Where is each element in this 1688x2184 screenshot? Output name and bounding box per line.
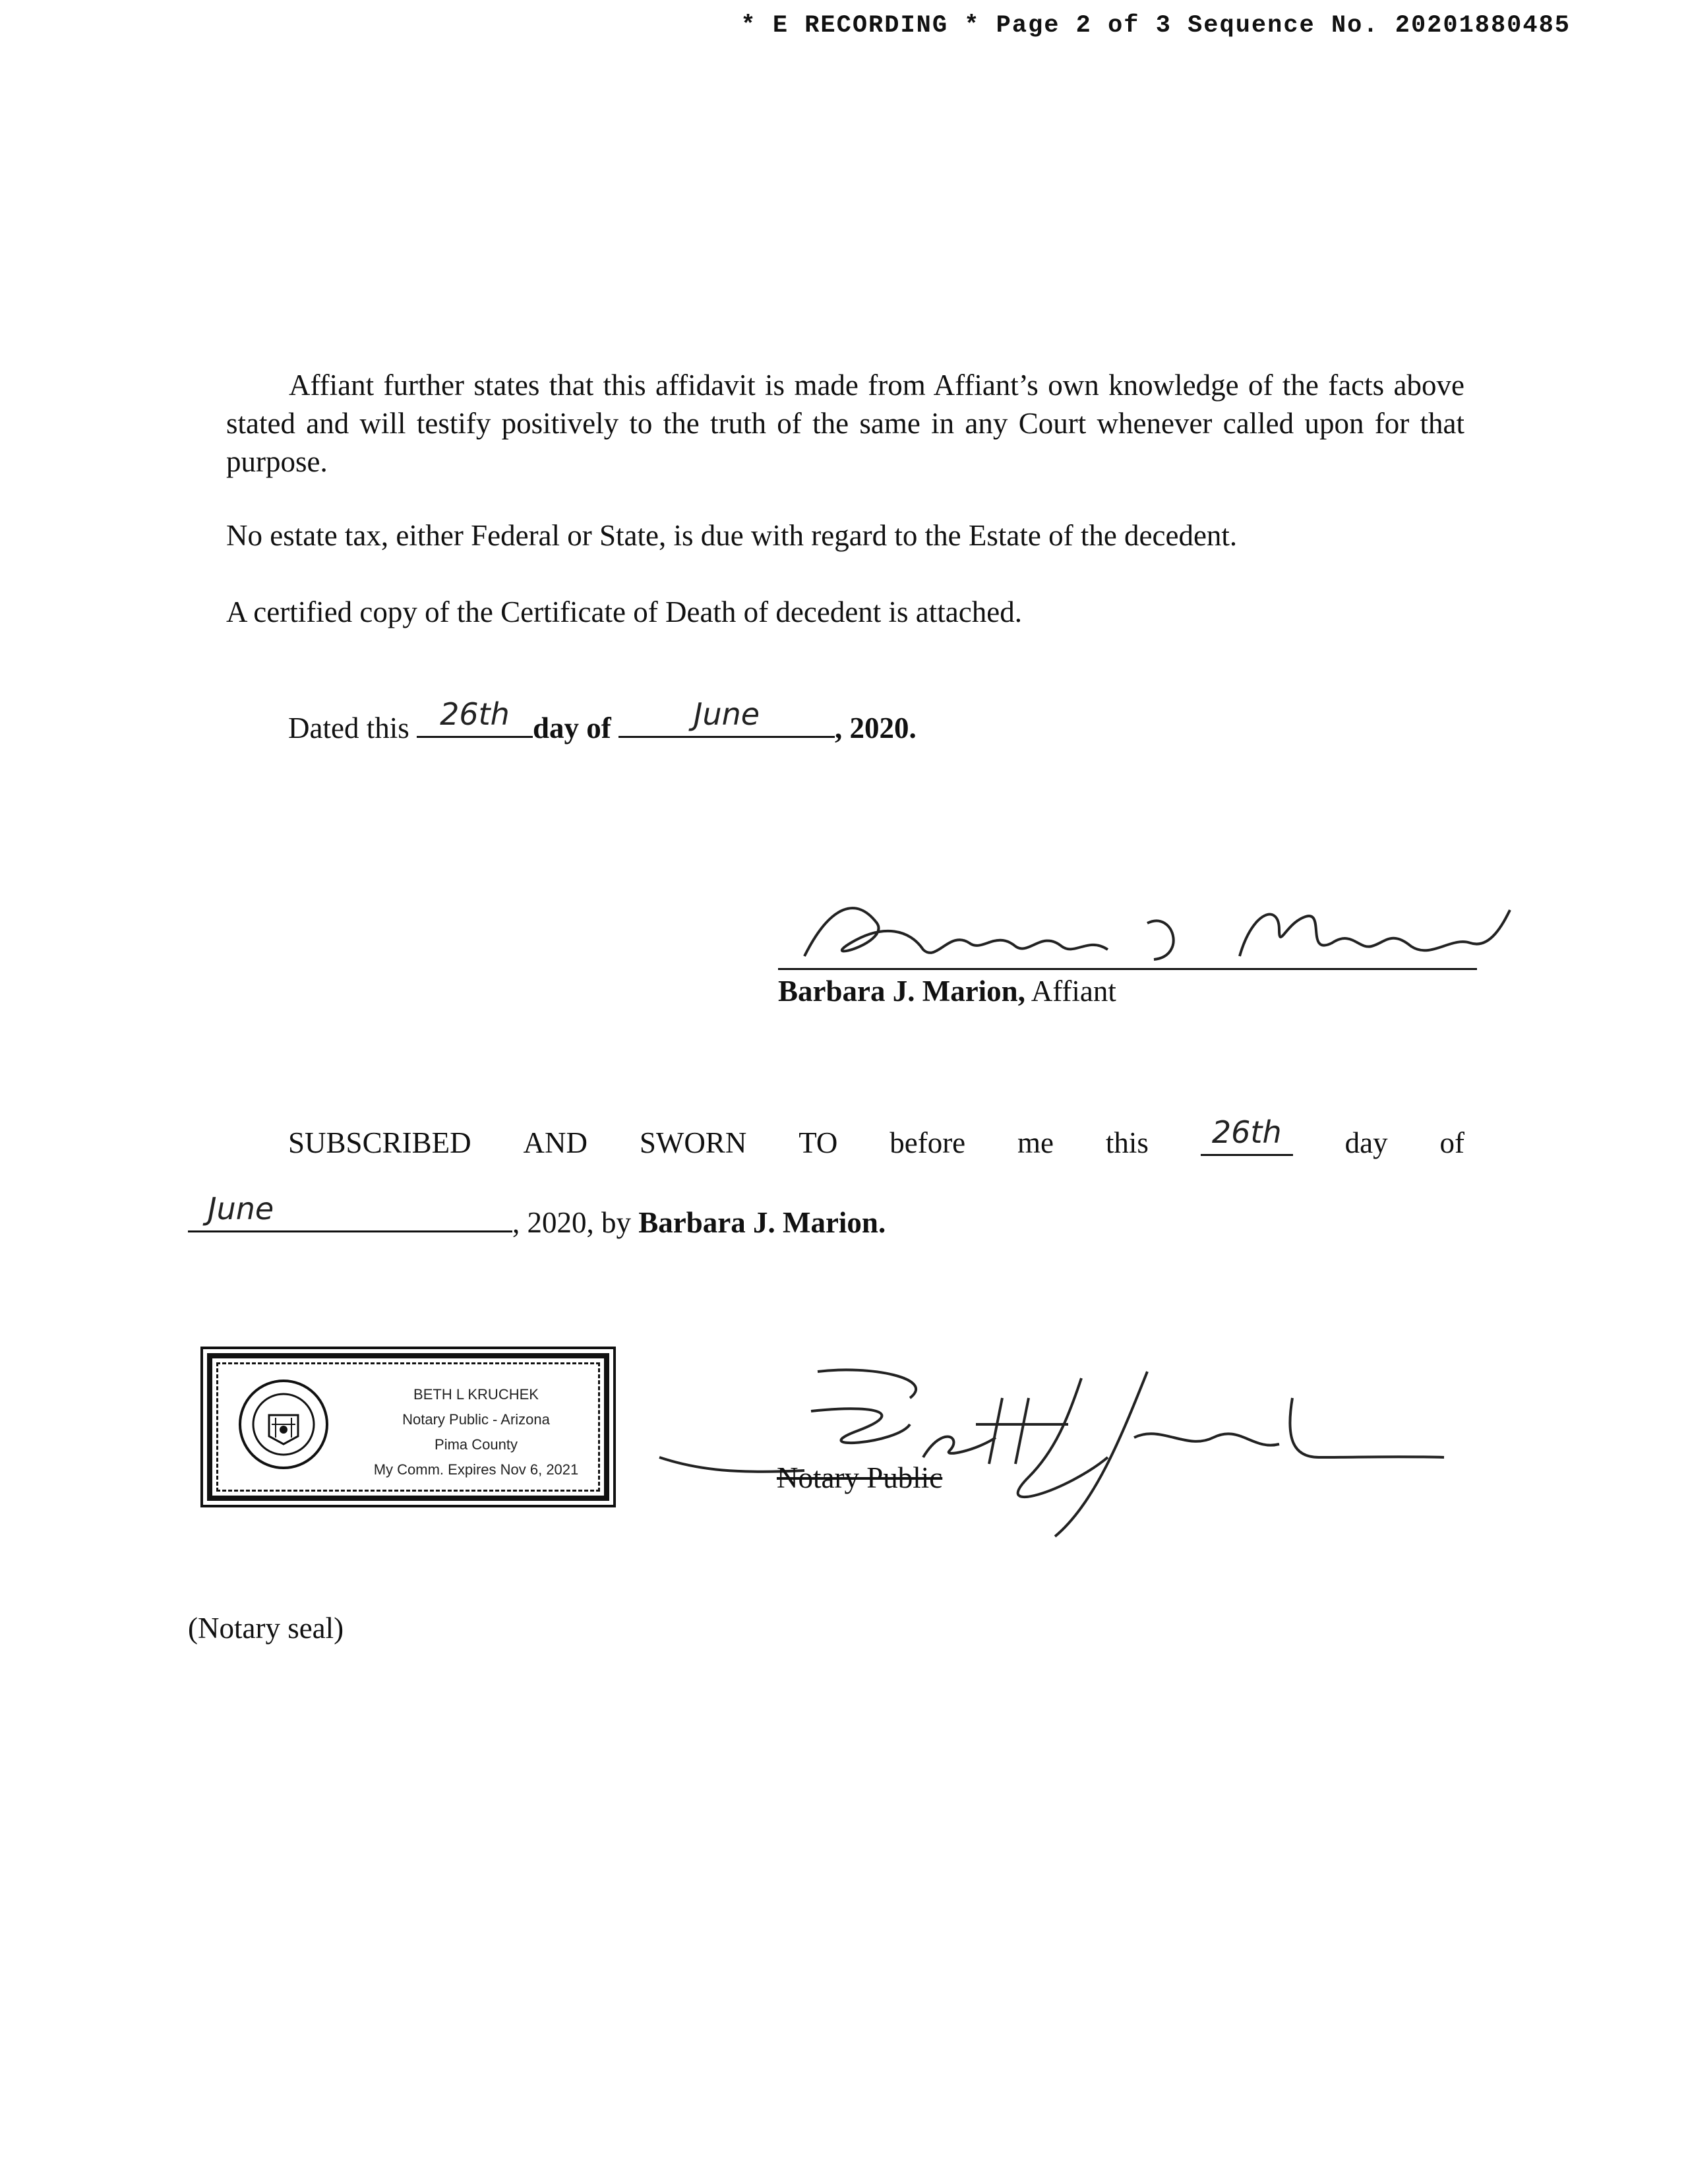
affiant-signature-line: [778, 968, 1477, 970]
death-certificate-paragraph: A certified copy of the Certificate of Death of decedent is attached.: [226, 595, 1022, 628]
notary-seal-label: (Notary seal): [188, 1612, 344, 1645]
jurat-word: AND: [523, 1126, 588, 1159]
jurat-month-handwritten: June: [208, 1191, 274, 1227]
affiant-signature: [778, 884, 1517, 976]
jurat-word: TO: [799, 1126, 838, 1159]
recording-header: * E RECORDING * Page 2 of 3 Sequence No. 20201880485: [740, 12, 1571, 40]
dated-year: , 2020.: [834, 712, 917, 744]
knowledge-paragraph: Affiant further states that this affidavit is made from Affiant’s own knowledge of the facts above stated and will testify positively to the truth of the same in any Court whenever called upon for that purpose.: [226, 369, 1464, 478]
affiant-role: Affiant: [1031, 975, 1116, 1008]
jurat-line-2: [188, 1191, 886, 1242]
stamp-notary-title: Notary Public - Arizona: [402, 1411, 550, 1428]
dated-line: [288, 696, 917, 747]
jurat-word: me: [1017, 1126, 1054, 1159]
affiant-name: Barbara J. Marion,: [778, 975, 1025, 1008]
notary-signature-drawing: [659, 1358, 1457, 1543]
dated-month-handwritten: June: [693, 696, 760, 732]
notary-stamp: [207, 1353, 609, 1501]
estate-tax-paragraph: No estate tax, either Federal or State, is due with regard to the Estate of the decedent.: [226, 519, 1238, 552]
jurat-day-blank: [1201, 1114, 1293, 1156]
jurat-word: this: [1105, 1126, 1149, 1159]
jurat-word: day: [1344, 1126, 1388, 1159]
affiant-caption: [778, 972, 1116, 1010]
notary-public-label: Notary Public: [777, 1461, 943, 1494]
jurat-affiant-name: Barbara J. Marion.: [638, 1206, 886, 1239]
dated-month-blank: [618, 696, 835, 738]
dated-day-handwritten: 26th: [440, 696, 510, 732]
jurat-month-blank: [188, 1191, 512, 1232]
stamp-county: Pima County: [435, 1436, 518, 1453]
notary-signature: [659, 1358, 1457, 1543]
jurat-word: of: [1439, 1126, 1464, 1159]
stamp-notary-name: BETH L KRUCHEK: [413, 1386, 539, 1403]
jurat-day-handwritten: 26th: [1211, 1114, 1282, 1150]
stamp-commission-expiry: My Comm. Expires Nov 6, 2021: [373, 1461, 579, 1478]
affiant-signature-drawing: [778, 884, 1517, 976]
jurat-word: SUBSCRIBED: [288, 1126, 471, 1159]
dated-day-of: day of: [532, 712, 611, 744]
stamp-text: [357, 1382, 595, 1482]
arizona-seal-icon: [237, 1378, 330, 1471]
jurat-word: before: [889, 1126, 966, 1159]
jurat-word: SWORN: [639, 1126, 747, 1159]
dated-prefix: Dated this: [288, 712, 409, 744]
jurat-year: , 2020, by: [512, 1206, 639, 1239]
jurat-line: [288, 1114, 1464, 1162]
dated-day-blank: [417, 696, 533, 738]
